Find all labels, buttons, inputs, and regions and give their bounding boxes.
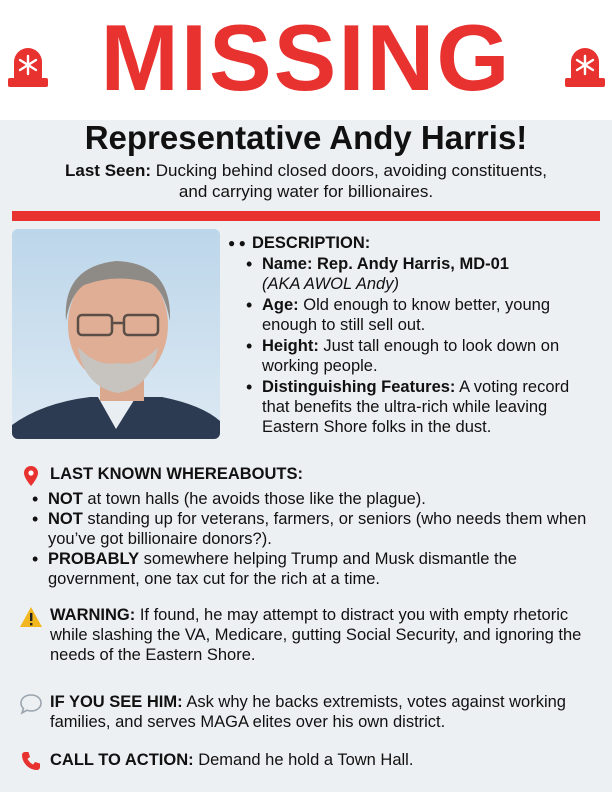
item-bold: NOT	[48, 510, 83, 528]
phone-icon	[12, 750, 50, 771]
call-to-action-text: Demand he hold a Town Hall.	[193, 751, 414, 769]
last-seen-label: Last Seen:	[65, 161, 151, 180]
name-label: Name: Rep. Andy Harris, MD-01	[262, 255, 509, 273]
list-item	[12, 549, 602, 589]
header-banner	[0, 0, 612, 120]
missing-heading: MISSING	[100, 5, 512, 110]
item-text: standing up for veterans, farmers, or seniors (who needs them when you’ve got billionaire donors?).	[48, 510, 587, 548]
map-pin-icon	[12, 464, 50, 487]
name-aka: (AKA AWOL Andy)	[262, 275, 399, 293]
features-text: A voting record that benefits the ultra-rich while leaving Eastern Shore folks in the dust.	[262, 378, 570, 436]
list-item	[228, 295, 600, 335]
dots-icon: ● ●	[228, 236, 246, 250]
item-text: at town halls (he avoids those like the plague).	[82, 490, 426, 508]
siren-icon	[563, 42, 607, 90]
list-item	[12, 509, 602, 549]
list-item	[228, 336, 600, 376]
description-heading: DESCRIPTION:	[252, 234, 371, 252]
siren-icon	[6, 42, 50, 90]
whereabouts-list	[12, 489, 602, 589]
whereabouts-section	[12, 464, 602, 589]
item-bold: PROBABLY	[48, 550, 140, 568]
poster-title: Representative Andy Harris!	[84, 119, 528, 156]
if-you-see-section	[12, 692, 602, 732]
age-text: Old enough to know better, young enough to still sell out.	[262, 296, 551, 334]
warning-section	[12, 605, 602, 665]
call-to-action-label: CALL TO ACTION:	[50, 751, 194, 769]
portrait-photo	[12, 229, 220, 439]
divider-bar	[12, 211, 600, 221]
list-item	[228, 377, 600, 437]
last-seen-text: Ducking behind closed doors, avoiding constituents, and carrying water for billionaires.	[151, 161, 547, 201]
warning-icon	[12, 605, 50, 665]
age-label: Age:	[262, 296, 299, 314]
warning-label: WARNING:	[50, 606, 136, 624]
description-section	[228, 233, 600, 438]
warning-text: If found, he may attempt to distract you with empty rhetoric while slashing the VA, Medicare, gutting Social Security, and ignoring the needs of the Eastern Shore.	[50, 606, 582, 664]
features-label: Distinguishing Features:	[262, 378, 456, 396]
if-you-see-label: IF YOU SEE HIM:	[50, 693, 183, 711]
whereabouts-heading: LAST KNOWN WHEREABOUTS:	[50, 465, 303, 483]
call-to-action-section	[12, 750, 602, 771]
description-list	[228, 254, 600, 437]
list-item	[12, 489, 602, 509]
height-label: Height:	[262, 337, 319, 355]
last-seen	[60, 160, 552, 202]
height-text: Just tall enough to look down on working people.	[262, 337, 560, 375]
item-text: somewhere helping Trump and Musk dismantle the government, one tax cut for the rich at a time.	[48, 550, 517, 588]
list-item	[228, 254, 600, 294]
speech-bubble-icon	[12, 692, 50, 732]
if-you-see-text: Ask why he backs extremists, votes against working families, and serves MAGA elites over his own district.	[50, 693, 566, 731]
item-bold: NOT	[48, 490, 83, 508]
